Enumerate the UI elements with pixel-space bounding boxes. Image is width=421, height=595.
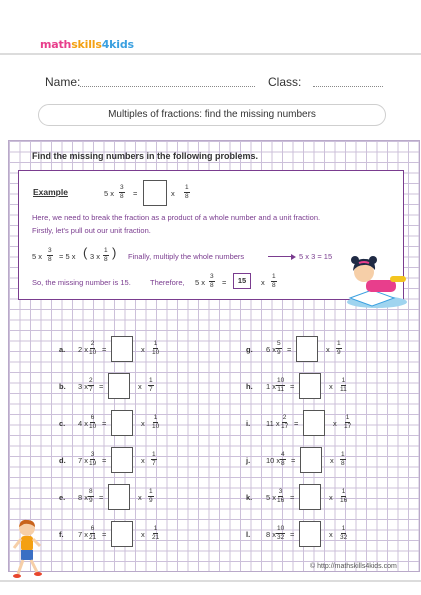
times-sign: x <box>141 345 145 354</box>
times-sign: x <box>141 456 145 465</box>
equals-sign: = <box>102 456 107 465</box>
equals-sign: = <box>294 419 299 428</box>
unit-fraction: $\frac{1}{7}$ <box>152 451 156 467</box>
times-sign: x <box>333 419 337 428</box>
problem-fraction: $\frac{2}{17}$ <box>281 414 289 430</box>
problem-label: l. <box>246 530 251 539</box>
problem-whole: 11 x <box>266 419 280 428</box>
problem-label: d. <box>59 456 66 465</box>
problem-whole: 6 x <box>266 345 277 354</box>
instructions: Find the missing numbers in the following problems. <box>32 151 259 161</box>
equals-sign: = <box>290 493 295 502</box>
copyright-footer: © http://mathskills4kids.com <box>310 563 397 570</box>
site-logo: mathskills4kids <box>40 38 134 51</box>
problem-whole: 8 x <box>78 493 89 502</box>
right-paren: ) <box>112 245 117 260</box>
unit-fraction: $\frac{1}{21}$ <box>152 525 160 541</box>
final-whole: 5 x <box>195 278 206 287</box>
times-sign: x <box>141 419 145 428</box>
example-explanation-1: Here, we need to break the fraction as a product of a whole number and a unit fraction. <box>32 213 321 222</box>
example-conclusion: So, the missing number is 15. <box>32 278 131 287</box>
unit-fraction: $\frac{1}{9}$ <box>337 340 341 356</box>
example-missing-box <box>143 180 167 206</box>
answer-input-box[interactable] <box>108 484 130 510</box>
problem-whole: 2 x <box>78 345 89 354</box>
equals-sign: = <box>99 493 104 502</box>
problem-label: e. <box>59 493 66 502</box>
step-whole: 5 x <box>32 252 43 261</box>
problem-label: a. <box>59 345 66 354</box>
name-field[interactable] <box>80 86 255 87</box>
answer-input-box[interactable] <box>111 447 133 473</box>
equals-sign: = <box>291 456 296 465</box>
final-equals: = <box>222 278 227 287</box>
problem-fraction: $\frac{2}{10}$ <box>89 340 97 356</box>
problem-fraction: $\frac{10}{32}$ <box>277 525 285 541</box>
problem-whole: 10 x <box>266 456 281 465</box>
problem-whole: 7 x <box>78 456 89 465</box>
example-explanation-2: Firstly, let's pull out our unit fraction. <box>32 226 151 235</box>
problem-label: k. <box>246 493 253 502</box>
times-sign: x <box>330 456 334 465</box>
final-times: x <box>261 278 265 287</box>
times-sign: x <box>329 382 333 391</box>
problem-label: c. <box>59 419 66 428</box>
unit-fraction: $\frac{1}{10}$ <box>152 340 160 356</box>
problem-label: g. <box>246 345 253 354</box>
problem-whole: 3 x <box>78 382 89 391</box>
answer-input-box[interactable] <box>303 410 325 436</box>
class-field[interactable] <box>313 86 383 87</box>
example-whole: 5 x <box>104 189 115 198</box>
equals-sign: = <box>287 345 292 354</box>
unit-fraction: $\frac{1}{9}$ <box>149 488 153 504</box>
unit-fraction: $\frac{1}{11}$ <box>340 377 347 393</box>
left-paren: ( <box>83 245 88 260</box>
problem-whole: 1 x <box>266 382 277 391</box>
step-inner: 3 x <box>90 252 101 261</box>
problem-fraction: $\frac{3}{19}$ <box>89 451 97 467</box>
problem-fraction: $\frac{3}{16}$ <box>277 488 285 504</box>
unit-fraction: $\frac{1}{16}$ <box>340 488 348 504</box>
times-sign: x <box>138 382 142 391</box>
problem-label: b. <box>59 382 66 391</box>
answer-input-box[interactable] <box>300 447 322 473</box>
unit-fraction: $\frac{1}{7}$ <box>149 377 153 393</box>
problem-whole: 4 x <box>78 419 89 428</box>
boy-illustration <box>12 518 42 580</box>
example-label: Example <box>33 187 68 197</box>
problem-label: i. <box>246 419 251 428</box>
problem-label: f. <box>59 530 64 539</box>
unit-fraction: $\frac{1}{17}$ <box>344 414 352 430</box>
problem-whole: 8 x <box>266 530 277 539</box>
step-fraction: $\frac{3}{8}$ <box>48 247 52 263</box>
times-sign: x <box>171 189 175 198</box>
times-sign: x <box>138 493 142 502</box>
equals-sign: = <box>102 345 107 354</box>
equals-sign: = <box>99 382 104 391</box>
footer-divider <box>0 580 421 582</box>
equals-sign: = <box>102 530 107 539</box>
problem-fraction: $\frac{5}{9}$ <box>277 340 281 356</box>
final-unit-fraction: $\frac{1}{8}$ <box>272 273 276 289</box>
unit-fraction: $\frac{1}{32}$ <box>340 525 348 541</box>
example-unit-fraction: $\frac{1}{8}$ <box>185 184 189 200</box>
problem-label: j. <box>246 456 251 465</box>
problem-fraction: $\frac{2}{7}$ <box>89 377 93 393</box>
answer-input-box[interactable] <box>299 484 321 510</box>
answer-input-box[interactable] <box>299 521 321 547</box>
equals-sign: = <box>102 419 107 428</box>
arrow-icon <box>268 256 292 257</box>
problem-fraction: $\frac{4}{8}$ <box>281 451 285 467</box>
problem-whole: 5 x <box>266 493 277 502</box>
step-equals: = 5 x <box>59 252 76 261</box>
problem-fraction: $\frac{6}{21}$ <box>89 525 97 541</box>
step-unit-fraction: $\frac{1}{8}$ <box>104 247 108 263</box>
answer-input-box[interactable] <box>111 336 133 362</box>
unit-fraction: $\frac{1}{10}$ <box>152 414 160 430</box>
answer-input-box[interactable] <box>108 373 130 399</box>
problem-whole: 7 x <box>78 530 89 539</box>
step-explanation: Finally, multiply the whole numbers <box>128 252 245 261</box>
girl-reading-illustration <box>342 250 412 312</box>
answer-input-box[interactable] <box>111 410 133 436</box>
times-sign: x <box>326 345 330 354</box>
step-result: 5 x 3 = 15 <box>299 252 333 261</box>
answer-input-box[interactable] <box>296 336 318 362</box>
final-fraction: $\frac{3}{8}$ <box>210 273 214 289</box>
times-sign: x <box>329 493 333 502</box>
therefore-label: Therefore, <box>150 278 185 287</box>
equals-sign: = <box>290 530 295 539</box>
answer-input-box[interactable] <box>111 521 133 547</box>
class-label: Class: <box>268 75 302 89</box>
problem-label: h. <box>246 382 253 391</box>
problem-fraction: $\frac{10}{11}$ <box>277 377 285 393</box>
equals-sign: = <box>133 189 138 198</box>
answer-box: 15 <box>233 273 251 289</box>
equals-sign: = <box>290 382 295 391</box>
worksheet-title: Multiples of fractions: find the missing numbers <box>38 104 386 126</box>
unit-fraction: $\frac{1}{8}$ <box>341 451 345 467</box>
problem-fraction: $\frac{8}{9}$ <box>89 488 93 504</box>
example-fraction: $\frac{3}{8}$ <box>120 184 124 200</box>
name-label: Name: <box>45 75 81 89</box>
header-divider <box>0 53 421 55</box>
times-sign: x <box>329 530 333 539</box>
problem-fraction: $\frac{6}{10}$ <box>89 414 97 430</box>
answer-input-box[interactable] <box>299 373 321 399</box>
times-sign: x <box>141 530 145 539</box>
